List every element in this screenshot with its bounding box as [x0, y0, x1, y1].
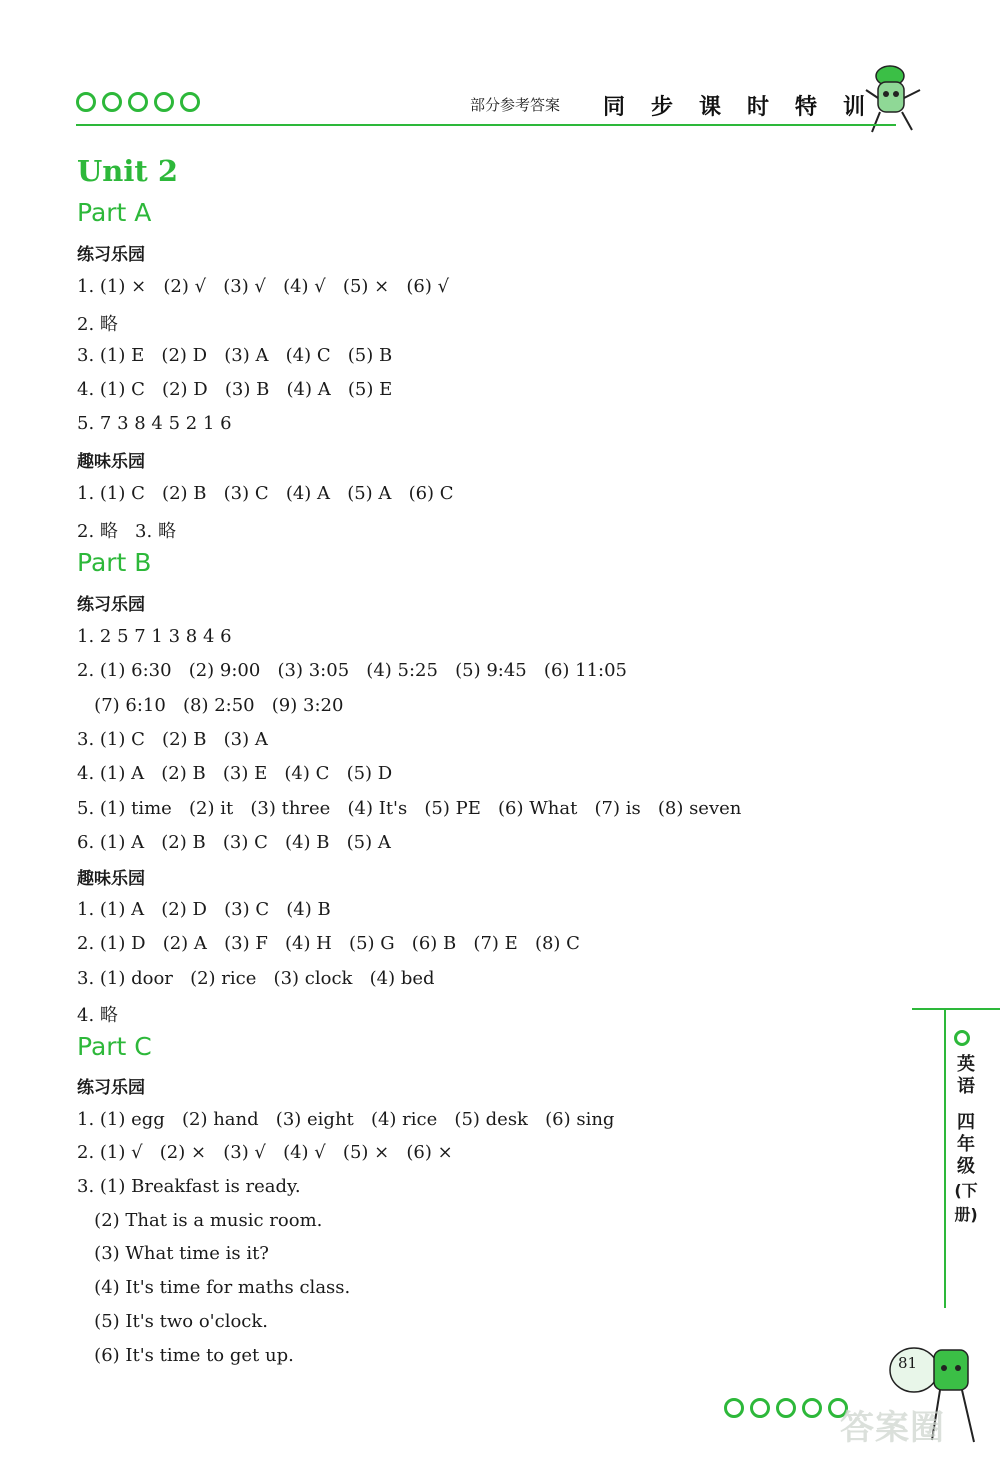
watermark: 答案圈 — [840, 1408, 945, 1448]
answer-line: (2) That is a music room. — [77, 1210, 323, 1231]
answer-line: (4) It's time for maths class. — [77, 1277, 351, 1298]
answer-line: 3. (1) E (2) D (3) A (4) C (5) B — [77, 345, 393, 366]
answer-line: 1. (1) × (2) √ (3) √ (4) √ (5) × (6) √ — [77, 276, 450, 297]
answer-line: 1. (1) A (2) D (3) C (4) B — [77, 899, 331, 920]
answer-line: 2. (1) 6:30 (2) 9:00 (3) 3:05 (4) 5:25 (5) 9:45 (6) 11:05 — [77, 660, 628, 681]
answer-line: 5. (1) time (2) it (3) three (4) It's (5) PE (6) What (7) is (8) seven — [77, 798, 742, 819]
section-lianxi: 练习乐园 — [77, 595, 145, 615]
page-number: 81 — [898, 1354, 918, 1372]
brand-title — [592, 90, 876, 126]
section-quwei: 趣味乐园 — [77, 869, 145, 889]
subject-char: 语 — [957, 1076, 975, 1097]
answer-line: (6) It's time to get up. — [77, 1345, 294, 1366]
grade-char: 年 — [957, 1134, 975, 1155]
section-quwei: 趣味乐园 — [77, 452, 145, 472]
circle-icon — [128, 92, 148, 112]
page-header — [0, 0, 1000, 150]
circle-icon — [776, 1398, 796, 1418]
brand-char: 特 — [794, 95, 817, 120]
circle-icon — [802, 1398, 822, 1418]
part-c-title: Part C — [77, 1032, 152, 1061]
header-rule — [76, 124, 896, 126]
grade-char: 四 — [957, 1112, 975, 1133]
answer-line: 6. (1) A (2) B (3) C (4) B (5) A — [77, 832, 391, 853]
part-a-title: Part A — [77, 198, 152, 227]
answer-line: 2. (1) √ (2) × (3) √ (4) √ (5) × (6) × — [77, 1142, 453, 1163]
circle-icon — [102, 92, 122, 112]
circle-icon — [750, 1398, 770, 1418]
brand-char: 训 — [842, 95, 865, 120]
mascot-icon — [862, 60, 926, 140]
section-lianxi: 练习乐园 — [77, 245, 145, 265]
footer-circles — [724, 1398, 848, 1418]
circle-icon — [954, 1030, 970, 1046]
grade-char: 级 — [957, 1156, 975, 1177]
answer-line: (7) 6:10 (8) 2:50 (9) 3:20 — [77, 695, 344, 716]
grade-char: 册) — [954, 1205, 978, 1224]
circle-icon — [180, 92, 200, 112]
answer-line: 4. (1) A (2) B (3) E (4) C (5) D — [77, 763, 393, 784]
section-lianxi: 练习乐园 — [77, 1078, 145, 1098]
unit-title: Unit 2 — [77, 154, 179, 188]
answer-line: 2. 略 — [77, 314, 118, 335]
brand-char: 课 — [698, 95, 721, 120]
grade-char: (下 — [954, 1181, 978, 1200]
brand-char: 时 — [746, 95, 769, 120]
brand-char: 同 — [602, 95, 625, 120]
answer-line: 4. 略 — [77, 1005, 118, 1026]
answer-line: 1. (1) egg (2) hand (3) eight (4) rice (5) desk (6) sing — [77, 1109, 615, 1130]
subject-sidebar — [912, 1008, 1000, 1308]
sidebar-divider — [944, 1008, 946, 1308]
answer-line: 5. 7 3 8 4 5 2 1 6 — [77, 413, 232, 434]
answer-line: 3. (1) Breakfast is ready. — [77, 1176, 301, 1197]
answer-line: 3. (1) C (2) B (3) A — [77, 729, 268, 750]
answer-line: 3. (1) door (2) rice (3) clock (4) bed — [77, 968, 435, 989]
circle-icon — [724, 1398, 744, 1418]
subject-char: 英 — [957, 1054, 975, 1075]
part-b-title: Part B — [77, 548, 152, 577]
answer-line: 1. (1) C (2) B (3) C (4) A (5) A (6) C — [77, 483, 454, 504]
answer-line: 1. 2 5 7 1 3 8 4 6 — [77, 626, 232, 647]
header-circles — [76, 92, 200, 112]
answer-line: 2. (1) D (2) A (3) F (4) H (5) G (6) B (7) E (8) C — [77, 933, 580, 954]
answer-line: (3) What time is it? — [77, 1243, 269, 1264]
circle-icon — [154, 92, 174, 112]
answer-line: 2. 略 3. 略 — [77, 521, 176, 542]
brand-char: 步 — [650, 95, 673, 120]
circle-icon — [76, 92, 96, 112]
answer-line: 4. (1) C (2) D (3) B (4) A (5) E — [77, 379, 393, 400]
sidebar-rule — [912, 1008, 1000, 1010]
header-label: 部分参考答案 — [470, 96, 561, 114]
answer-line: (5) It's two o'clock. — [77, 1311, 269, 1332]
